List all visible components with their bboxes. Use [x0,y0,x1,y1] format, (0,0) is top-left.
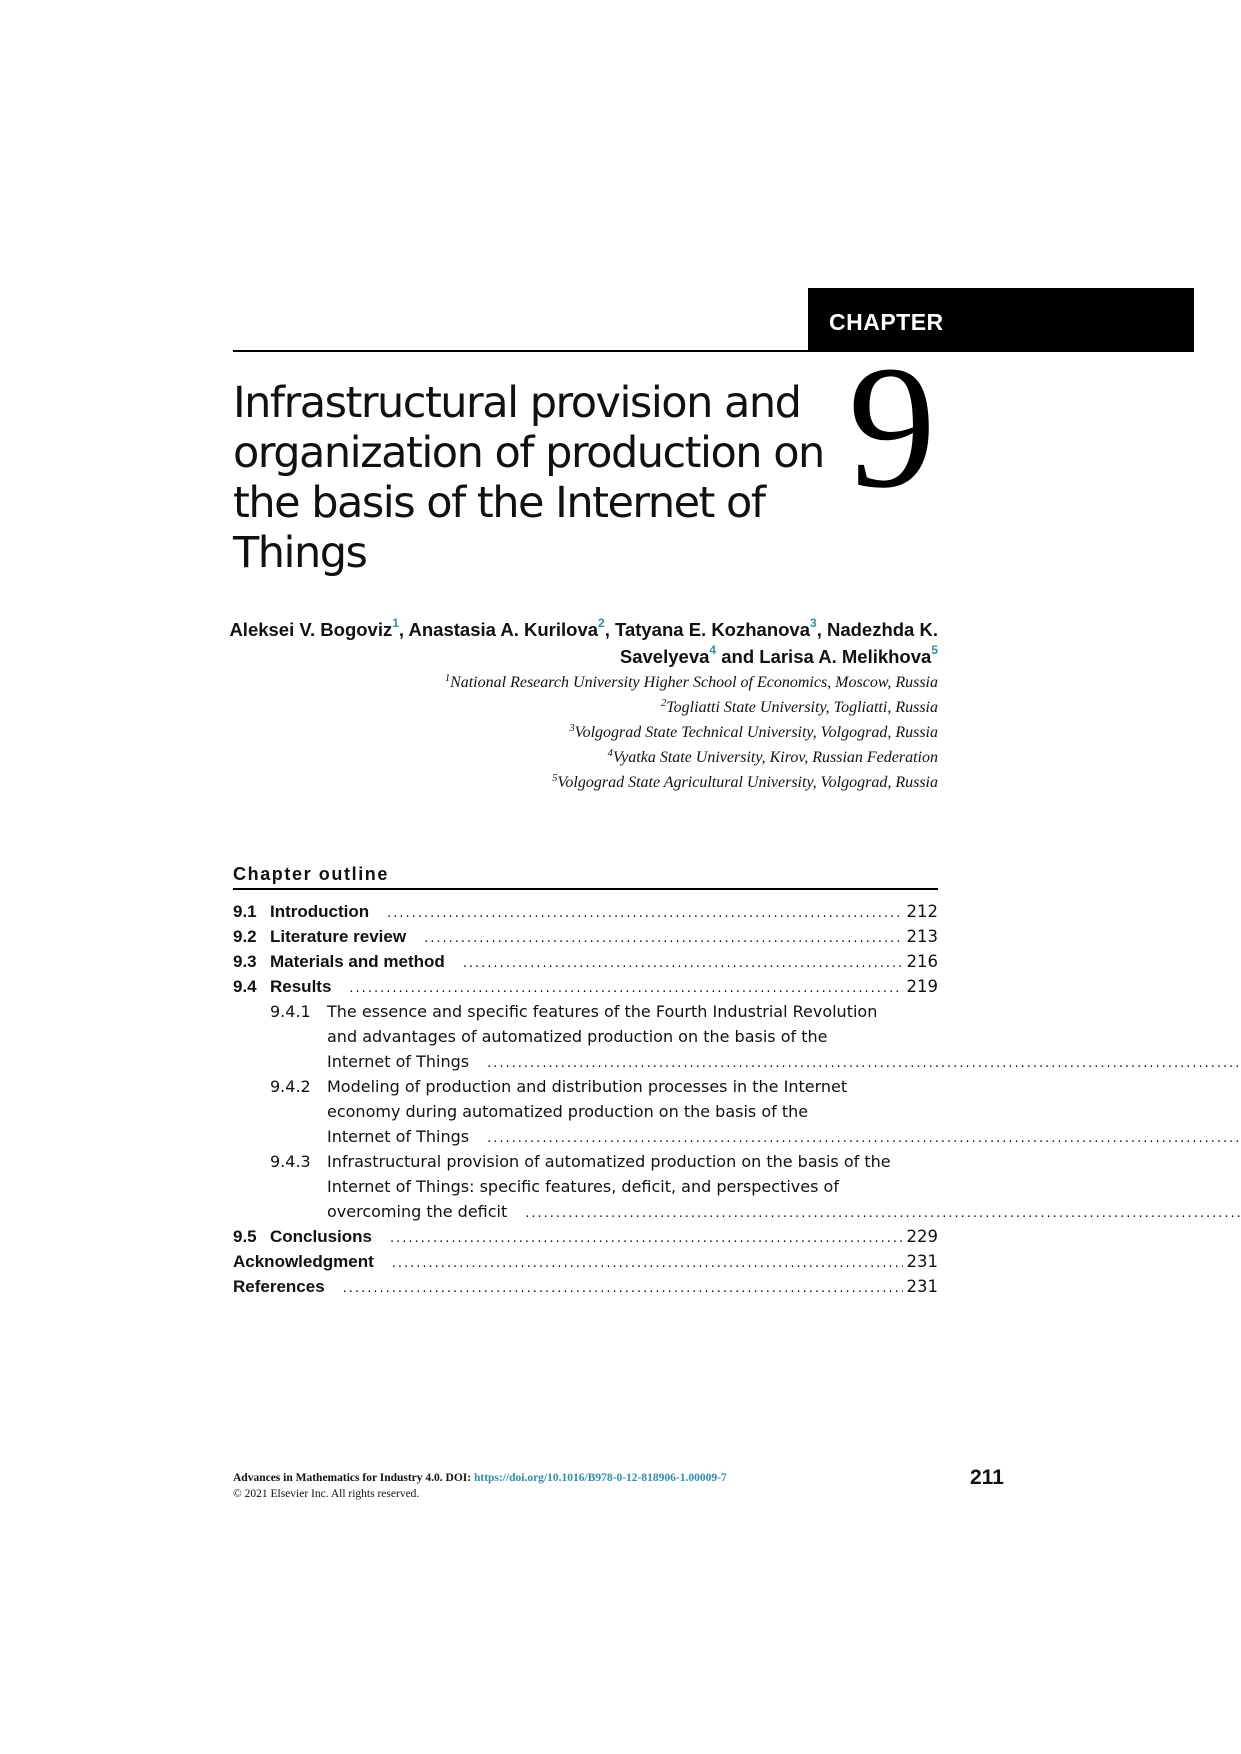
toc-entry-page: 219 [906,977,938,996]
author-separator: and [716,646,760,667]
toc-subentry-line: The essence and specific features of the Fourth Industrial Revolution [327,1002,878,1021]
author-name: Larisa A. Melikhova [759,646,932,667]
footer-journal: Advances in Mathematics for Industry 4.0. DOI: [233,1472,474,1484]
toc-leader [424,926,902,951]
toc-leader [390,1226,902,1251]
toc-entry-literature-review[interactable] [233,924,938,949]
toc-subentry-line: Infrastructural provision of automatized production on the basis of the [327,1152,891,1171]
toc-leader [487,1051,1241,1076]
toc-subentry-9-4-2[interactable] [233,1074,938,1149]
affiliation-mark: 4 [607,748,613,759]
toc-leader [463,951,903,976]
toc-entry-number: 9.2 [233,927,257,946]
author-name: Tatyana E. Kozhanova [615,619,810,640]
chapter-number: 9 [848,330,936,525]
toc-entry-label: Materials and method [270,952,445,971]
toc-subentry-line: Internet of Things [327,1052,470,1071]
toc-entry-label: Results [270,977,332,996]
toc-subentry-number: 9.4.2 [270,1077,311,1096]
toc-entry-number: 9.3 [233,952,257,971]
footer-copyright: © 2021 Elsevier Inc. All rights reserved. [233,1488,420,1500]
chapter-label: CHAPTER [829,309,944,335]
toc-entry-number: 9.1 [233,902,257,921]
toc-entry-label: Introduction [270,902,370,921]
affiliation-mark: 2 [661,698,667,709]
author-name: Aleksei V. Bogoviz [229,619,393,640]
toc-leader [343,1276,903,1301]
toc-entry-page: 213 [906,927,938,946]
toc-entry-label: Conclusions [270,1227,373,1246]
author-affiliation-mark[interactable]: 4 [709,643,717,657]
affiliation-text: Togliatti State University, Togliatti, Russia [666,699,938,716]
toc-subentry-line: Modeling of production and distribution processes in the Internet [327,1077,848,1096]
affiliation [238,670,938,695]
chapter-title: Infrastructural provision and organization of production on the basis of the Internet of Things [233,378,824,578]
author-affiliation-mark[interactable]: 3 [810,616,817,630]
author-name: Anastasia A. Kurilova [408,619,599,640]
toc-entry-materials-and-method[interactable] [233,949,938,974]
toc-entry-number: 9.4 [233,977,257,996]
chapter-outline [233,899,938,1299]
affiliation-list [238,670,938,795]
affiliation-text: Vyatka State University, Kirov, Russian Federation [612,749,938,766]
toc-leader [525,1201,1241,1226]
toc-entry-page: 216 [906,952,938,971]
toc-subentry-line: Internet of Things [327,1127,470,1146]
toc-subentry-line: Internet of Things: specific features, deficit, and perspectives of [327,1177,839,1196]
author-name: Nadezhda K. Savelyeva [619,619,938,667]
toc-leader [387,901,902,926]
author-list [218,616,938,670]
affiliation-text: National Research University Higher School of Economics, Moscow, Russia [450,674,938,691]
toc-entry-label: Literature review [270,927,407,946]
affiliation-mark: 3 [569,723,575,734]
toc-entry-page: 212 [906,902,938,921]
affiliation [238,695,938,720]
affiliation-text: Volgograd State Agricultural University, Volgograd, Russia [557,774,938,791]
affiliation [238,745,938,770]
toc-leader [392,1251,903,1276]
toc-entry-number: 9.5 [233,1227,257,1246]
page-footer [233,1470,993,1502]
toc-subentry-number: 9.4.3 [270,1152,311,1171]
footer-doi-link[interactable]: https://doi.org/10.1016/B978-0-12-818906-1.00009-7 [473,1472,727,1484]
toc-subentry-line: and advantages of automatized production on the basis of the [327,1027,828,1046]
toc-leader [349,976,902,1001]
toc-entry-page: 231 [906,1277,938,1296]
toc-entry-conclusions[interactable] [233,1224,938,1249]
toc-entry-introduction[interactable] [233,899,938,924]
toc-entry-label: References [233,1277,325,1296]
chapter-outline-heading: Chapter outline [233,864,390,884]
toc-entry-references[interactable] [233,1274,938,1299]
toc-entry-results[interactable] [233,974,938,999]
affiliation-mark: 5 [552,773,558,784]
author-affiliation-mark[interactable]: 1 [392,616,399,630]
toc-subentry-9-4-3[interactable] [233,1149,938,1224]
toc-subentry-line: economy during automatized production on the basis of the [327,1102,809,1121]
author-separator: , [604,619,616,640]
affiliation-text: Volgograd State Technical University, Volgograd, Russia [574,724,938,741]
chapter-rule [233,350,1194,352]
toc-entry-page: 229 [906,1227,938,1246]
toc-subentry-line: overcoming the deficit [327,1202,508,1221]
toc-entry-label: Acknowledgment [233,1252,374,1271]
affiliation [238,720,938,745]
author-affiliation-mark[interactable]: 2 [598,616,605,630]
toc-leader [487,1126,1241,1151]
toc-subentry-number: 9.4.1 [270,1002,311,1021]
toc-entry-page: 231 [906,1252,938,1271]
affiliation [238,770,938,795]
author-separator: , [816,619,827,640]
author-affiliation-mark[interactable]: 5 [931,643,938,657]
toc-subentry-9-4-1[interactable] [233,999,938,1074]
affiliation-mark: 1 [444,673,451,684]
toc-entry-acknowledgment[interactable] [233,1249,938,1274]
page-number: 211 [970,1466,1004,1489]
outline-rule [233,888,938,890]
author-separator: , [398,619,409,640]
